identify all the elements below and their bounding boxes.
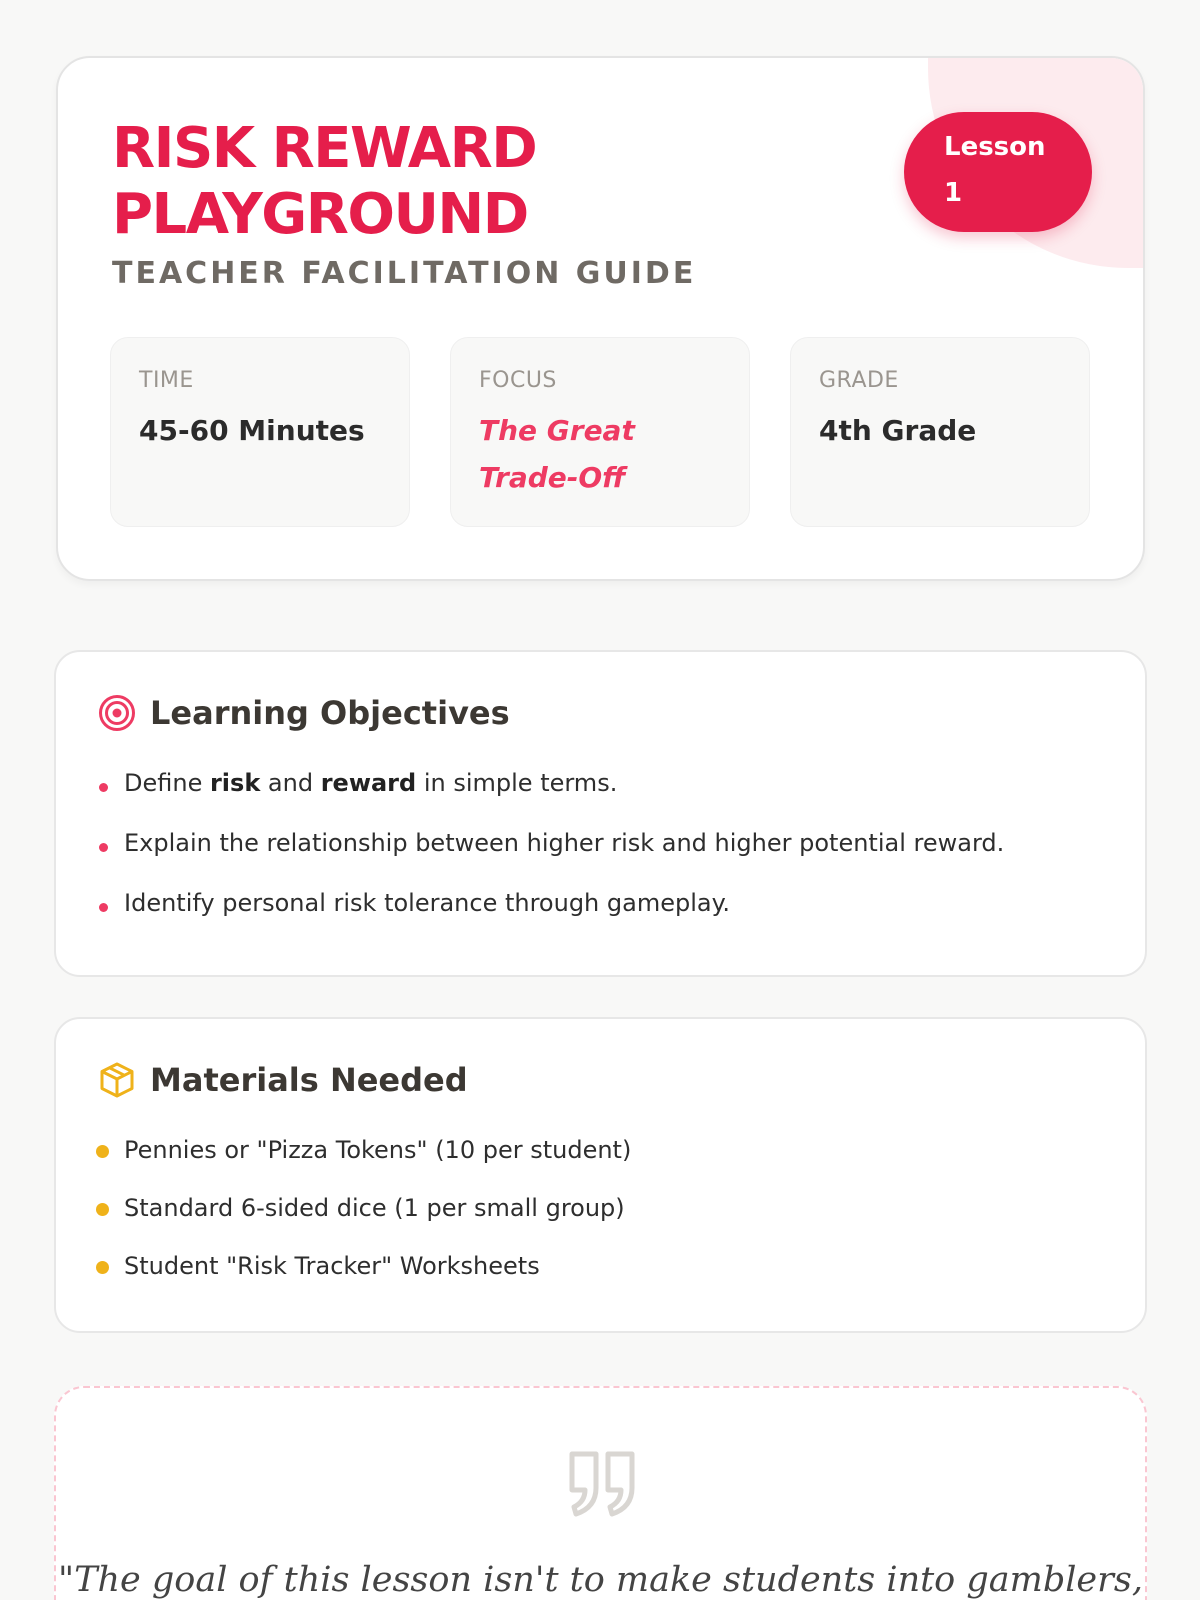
bullet-dot [96, 1261, 109, 1274]
list-item [96, 769, 1004, 797]
materials-card [54, 1017, 1147, 1333]
quote-icon [568, 1450, 636, 1518]
target-icon [98, 694, 136, 732]
list-item-text: and [260, 769, 321, 797]
list-item-text: Pennies or "Pizza Tokens" (10 per student) [124, 1136, 632, 1164]
list-item [96, 889, 1004, 917]
list-item [96, 1194, 631, 1222]
list-item-text: Identify personal risk tolerance through gameplay. [124, 889, 730, 917]
bullet-dot [99, 903, 108, 912]
objectives-header [98, 694, 510, 732]
stat-label: TIME [139, 368, 194, 393]
quote-text: "The goal of this lesson isn't to make students into gamblers, [58, 1560, 1143, 1600]
title-line-2: PLAYGROUND [112, 182, 528, 247]
lesson-badge-label: Lesson [944, 132, 1046, 162]
list-item [96, 1252, 631, 1280]
stat-card-time [110, 337, 410, 527]
title-line-1: RISK REWARD [112, 116, 537, 181]
bullet-dot [96, 1145, 109, 1158]
lesson-badge-number: 1 [944, 178, 963, 208]
quote-card [54, 1386, 1147, 1600]
stat-card-grade [790, 337, 1090, 527]
bullet-dot [96, 1203, 109, 1216]
lesson-badge [904, 112, 1092, 232]
list-item [96, 829, 1004, 857]
objectives-title: Learning Objectives [150, 694, 510, 732]
list-item-text: in simple terms. [416, 769, 618, 797]
list-item [96, 1136, 631, 1164]
materials-title: Materials Needed [150, 1061, 468, 1099]
hero-card [56, 56, 1145, 581]
list-item-text: Student "Risk Tracker" Worksheets [124, 1252, 540, 1280]
list-item-text: Explain the relationship between higher risk and higher potential reward. [124, 829, 1005, 857]
page-subtitle: TEACHER FACILITATION GUIDE [112, 256, 697, 291]
bullet-dot [99, 843, 108, 852]
stat-card-focus [450, 337, 750, 527]
keyword-risk: risk [209, 769, 261, 797]
stat-label: FOCUS [479, 368, 557, 393]
box-icon [98, 1061, 136, 1099]
materials-header [98, 1061, 468, 1099]
stat-label: GRADE [819, 368, 899, 393]
stat-value: The Great Trade-Off [479, 414, 635, 494]
stat-value: 45-60 Minutes [139, 414, 365, 447]
list-item-text: Standard 6-sided dice (1 per small group) [124, 1194, 625, 1222]
list-item-text: Define [124, 769, 210, 797]
keyword-reward: reward [320, 769, 417, 797]
bullet-dot [99, 783, 108, 792]
objectives-card [54, 650, 1147, 977]
page-title [112, 116, 732, 248]
materials-list [96, 1136, 631, 1280]
stat-value: 4th Grade [819, 414, 977, 447]
objectives-list [96, 769, 1004, 917]
